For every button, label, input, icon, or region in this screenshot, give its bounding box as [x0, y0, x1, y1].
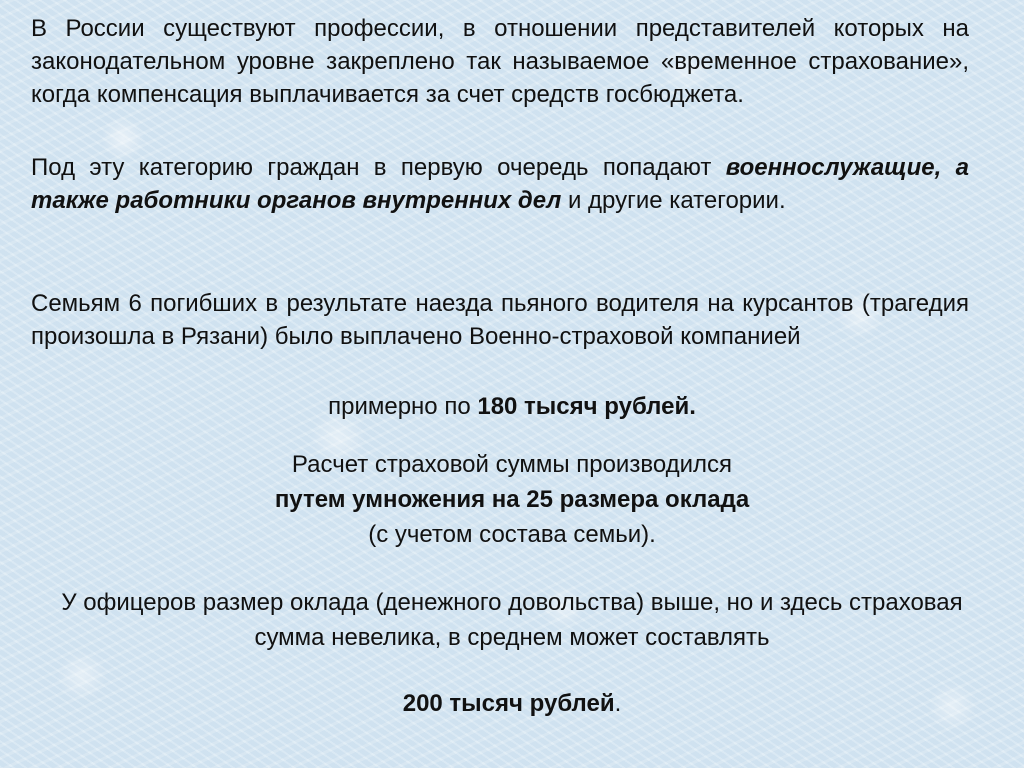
- paragraph-temporary-insurance-text: В России существуют профессии, в отношении представителей которых на законодательном уровне закреплено так называемое «временное страхование», когда компенсация выплачивается за счет средств госбюджета.: [31, 15, 969, 108]
- payout-amount-line: [0, 390, 1024, 423]
- paragraph-officers-text: У офицеров размер оклада (денежного довольства) выше, но и здесь страховая сумма невелика, в среднем может составлять: [61, 589, 963, 651]
- categories-emphasis: военнослужащие, а также работники органов внутренних дел: [31, 154, 969, 214]
- calculation-line-1: Расчет страховой суммы производился: [291, 451, 733, 478]
- paragraph-ryazan-case-text: Семьям 6 погибших в результате наезда пьяного водителя на курсантов (трагедия произошла в Рязани) было выплачено Военно-страховой компанией: [31, 290, 969, 350]
- calculation-line-2: путем умножения на 25 размера оклада: [274, 486, 750, 513]
- categories-intro: Под эту категорию граждан в первую очередь попадают: [31, 154, 726, 181]
- paragraph-categories: [31, 151, 969, 217]
- officers-amount-line: [0, 686, 1024, 721]
- calculation-line-3: (с учетом состава семьи).: [368, 521, 656, 548]
- payout-amount-prefix: примерно по: [328, 393, 478, 420]
- officers-amount-value: 200 тысяч рублей: [402, 690, 615, 717]
- officers-amount-period: .: [614, 690, 622, 717]
- paragraph-categories-text: [31, 151, 969, 217]
- paragraph-calculation: [0, 447, 1024, 552]
- payout-amount-value: 180 тысяч рублей.: [477, 393, 696, 420]
- categories-outro: и другие категории.: [561, 187, 786, 214]
- paragraph-ryazan-case: [31, 287, 969, 353]
- paragraph-officers: [24, 585, 1000, 655]
- paragraph-temporary-insurance: [31, 12, 969, 111]
